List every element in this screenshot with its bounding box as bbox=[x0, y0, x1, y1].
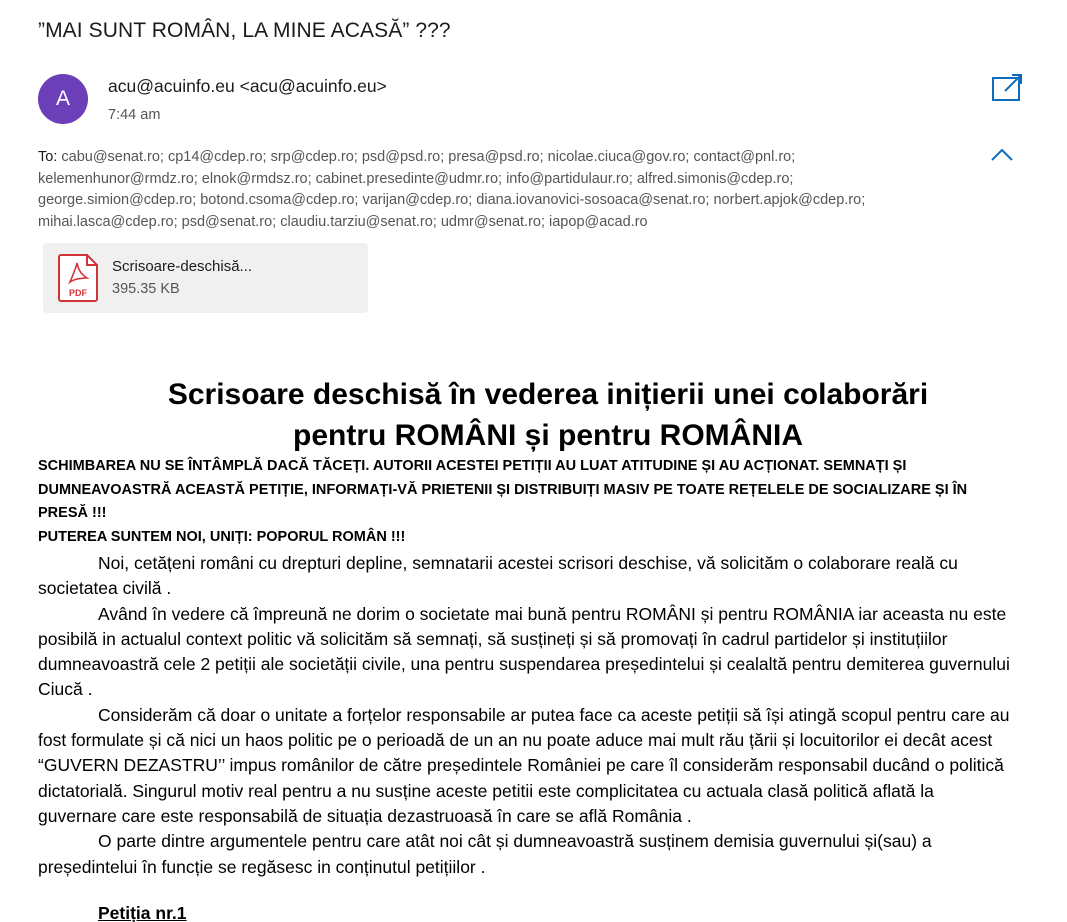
cta-line: PRESĂ !!! bbox=[38, 505, 107, 521]
recipients-line: kelemenhunor@rmdz.ro; elnok@rmdsz.ro; cabinet.presedinte@udmr.ro; info@partidulaur.ro; alfred.simonis@cdep.ro; bbox=[38, 170, 794, 187]
body-line: dictatorială. Singurul motiv real pentru a nu susține aceste petitii este complicitatea cu actuala clasă politică aflată la bbox=[38, 780, 934, 801]
sender-name[interactable]: acu@acuinfo.eu <acu@acuinfo.eu> bbox=[108, 76, 387, 96]
letter-body bbox=[38, 551, 1063, 880]
body-line: “GUVERN DEZASTRU’’ impus românilor de către președintele României pe care îl considerăm responsabil ducând o politică bbox=[38, 755, 1004, 776]
body-line: dumneavoastră cele 2 petiții ale societății civile, una pentru suspendarea președintelui și cealaltă pentru demiterea guvernului bbox=[38, 654, 1010, 675]
body-line: Ciucă . bbox=[38, 679, 93, 700]
petition-heading: Petiția nr.1 bbox=[98, 903, 187, 922]
recipients-text: cabu@senat.ro; cp14@cdep.ro; srp@cdep.ro; psd@psd.ro; presa@psd.ro; nicolae.ciuca@gov.ro; contact@pnl.ro; bbox=[61, 149, 796, 165]
pdf-icon-label: PDF bbox=[69, 288, 87, 298]
body-line: societatea civilă . bbox=[38, 578, 172, 599]
body-line: guvernare care este responsabilă de situația dezastruoasă în care se află România . bbox=[38, 805, 692, 826]
sender-avatar[interactable]: A bbox=[38, 74, 88, 124]
recipients-line: george.simion@cdep.ro; botond.csoma@cdep.ro; varijan@cdep.ro; diana.iovanovici-sosoaca@senat.ro; norbert.apjok@cdep.ro; bbox=[38, 192, 866, 209]
cta-line: PUTEREA SUNTEM NOI, UNIȚI: POPORUL ROMÂN !!! bbox=[38, 528, 406, 545]
letter-title-line: Scrisoare deschisă în vederea inițierii unei colaborări bbox=[167, 378, 929, 411]
attachment-name: Scrisoare-deschisă... bbox=[112, 258, 253, 275]
body-line: Având în vedere că împreună ne dorim o societate mai bună pentru ROMÂNI și pentru ROMÂNIA iar aceasta nu este bbox=[98, 603, 1007, 624]
body-line: Noi, cetățeni români cu drepturi depline, semnatarii acestei scrisori deschise, vă solicităm o colaborare reală cu bbox=[98, 553, 958, 573]
letter-title bbox=[38, 374, 1058, 456]
body-line: Considerăm că doar o unitate a forțelor responsabile ar putea face ca aceste petiții să își atingă scopul pentru care au bbox=[98, 704, 1010, 725]
email-timestamp: 7:44 am bbox=[108, 107, 161, 123]
letter-title-line: pentru ROMÂNI și pentru ROMÂNIA bbox=[293, 419, 803, 452]
body-line: posibilă in actualul context politic vă solicităm să semnați, să susțineți și să promovați în cadrul partidelor și instituțiilor bbox=[38, 628, 948, 649]
to-label: To: bbox=[38, 149, 58, 165]
recipients-list[interactable] bbox=[38, 147, 978, 234]
letter-call-to-action bbox=[38, 455, 1053, 549]
body-line: fost formulate și că nici un haos politic pe o perioadă de un an nu poate aduce mai mult rău țării și locuitorilor ei decât acest bbox=[38, 730, 993, 751]
recipients-line bbox=[38, 147, 978, 169]
cta-line: DUMNEAVOASTRĂ ACEASTĂ PETIȚIE, INFORMAȚI-VĂ PRIETENII ȘI DISTRIBUIȚI MASIV PE TOATE REȚELELE DE SOCIALIZARE ȘI ÎN bbox=[38, 481, 968, 498]
recipients-line: mihai.lasca@cdep.ro; psd@senat.ro; claudiu.tarziu@senat.ro; udmr@senat.ro; iapop@acad.ro bbox=[38, 214, 648, 231]
body-line: O parte dintre argumentele pentru care atât noi cât și dumneavoastră susținem demisia guvernului și(sau) a bbox=[98, 831, 932, 852]
cta-line: SCHIMBAREA NU SE ÎNTÂMPLĂ DACĂ TĂCEȚI. AUTORII ACESTEI PETIȚII AU LUAT ATITUDINE ȘI AU ACȚIONAT. SEMNAȚI ȘI bbox=[38, 458, 907, 474]
popout-icon[interactable] bbox=[991, 73, 1025, 103]
chevron-up-icon[interactable] bbox=[990, 147, 1014, 163]
email-subject: ”MAI SUNT ROMÂN, LA MINE ACASĂ” ??? bbox=[38, 19, 451, 42]
pdf-icon bbox=[58, 254, 98, 302]
attachment-size: 395.35 KB bbox=[112, 281, 180, 297]
attachment-card[interactable] bbox=[43, 243, 368, 313]
body-line: președintelui în funcție se regăsesc in conținutul petițiilor . bbox=[38, 856, 486, 877]
